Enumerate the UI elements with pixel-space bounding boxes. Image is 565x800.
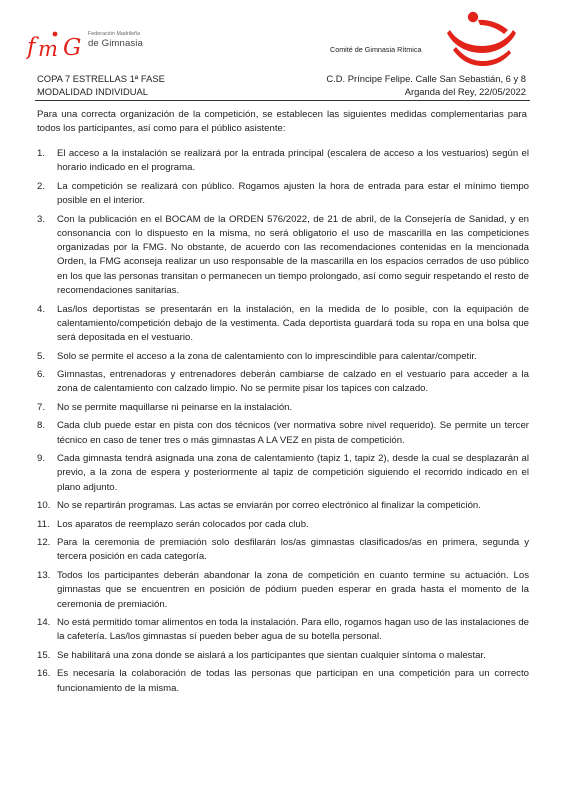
- item-number: 8.: [37, 420, 46, 432]
- list-item: [37, 350, 529, 364]
- committee-name: Comité de Gimnasia Rítmica: [330, 45, 422, 54]
- item-number: 6.: [37, 369, 46, 381]
- measures-list: [37, 147, 529, 700]
- item-text: Es necesaria la colaboración de todas las personas que participan en una competición para un correcto funcionamiento de la misma.: [57, 668, 529, 694]
- svg-text:f: f: [27, 34, 36, 60]
- item-text: Las/los deportistas se presentarán en la instalación, en la medida de lo posible, con la equipación de calentamiento/competición debajo de la vestimenta. Cada deportista guardará toda su ropa en una bolsa que será depositada en el vestuario.: [57, 303, 529, 344]
- item-number: 12.: [37, 537, 51, 549]
- item-text: Todos los participantes deberán abandonar la zona de competición en cuanto termine su actuación. Los gimnastas que se encuentren en posición de pódium pueden esperar en grada hasta el momento de la ceremonia de premiación.: [57, 569, 529, 610]
- item-number: 3.: [37, 213, 46, 225]
- list-item: [37, 536, 529, 565]
- item-text: No se repartirán programas. Las actas se enviarán por correo electrónico al finalizar la competición.: [57, 500, 481, 512]
- item-text: El acceso a la instalación se realizará por la entrada principal (escalera de acceso a los vestuarios) según el horario indicado en el programa.: [57, 148, 529, 174]
- list-item: [37, 569, 529, 612]
- item-text: La competición se realizará con público. Rogamos ajusten la hora de entrada para estar el mínimo tiempo posible en el interior.: [57, 180, 529, 207]
- item-number: 1.: [37, 148, 46, 159]
- list-item: [37, 667, 529, 696]
- item-text: Se habilitará una zona donde se aislará a los participantes que sientan cualquier síntoma o malestar.: [57, 649, 486, 661]
- event-modality: MODALIDAD INDIVIDUAL: [37, 86, 148, 97]
- svg-text:m: m: [38, 37, 58, 61]
- fmg-logo: [26, 28, 151, 64]
- item-number: 9.: [37, 453, 46, 465]
- event-info-right: [326, 72, 526, 98]
- list-item: [37, 401, 529, 415]
- list-item: [37, 213, 529, 299]
- item-text: Cada club puede estar en pista con dos técnicos (ver normativa sobre nivel requerido). Se permite un tercer técnico en caso de tener tres o más gimnastas A LA VEZ en pista de competición.: [57, 420, 529, 446]
- item-text: Los aparatos de reemplazo serán colocados por cada club.: [57, 518, 309, 530]
- item-text: Gimnastas, entrenadoras y entrenadores deberán cambiarse de calzado en el vestuario para acceder a la zona de calentamiento con calzado limpio. No se permite pisar los tapices con calzado.: [57, 369, 529, 395]
- list-item: [37, 368, 529, 397]
- list-item: [37, 180, 529, 209]
- list-item: [37, 303, 529, 346]
- event-place-date: Arganda del Rey, 22/05/2022: [404, 86, 526, 97]
- item-number: 11.: [37, 518, 50, 530]
- list-item: [37, 452, 529, 495]
- list-item: [37, 616, 529, 645]
- intro-paragraph: Para una correcta organización de la competición, se establecen las siguientes medidas complementarias para todos los participantes, así como para el público asistente:: [37, 109, 527, 135]
- rhythmic-gymnastics-logo: [440, 6, 522, 66]
- header-divider: [35, 100, 530, 101]
- item-number: 10.: [37, 500, 51, 512]
- item-number: 16.: [37, 668, 51, 680]
- event-title: COPA 7 ESTRELLAS 1ª FASE: [37, 73, 165, 84]
- list-item: [37, 147, 529, 176]
- item-number: 5.: [37, 350, 46, 362]
- item-number: 14.: [37, 617, 51, 629]
- item-number: 4.: [37, 303, 46, 315]
- federation-line: Federación Madrileña: [88, 31, 141, 37]
- event-venue: C.D. Príncipe Felipe. Calle San Sebastián, 6 y 8: [326, 73, 526, 84]
- item-text: No está permitido tomar alimentos en toda la instalación. Para ello, rogamos hagan uso de las instalaciones de la cafetería. Las/los gimnastas sí pueden beber agua de su botella personal.: [57, 617, 529, 643]
- event-info-left: [37, 72, 165, 98]
- item-text: Con la publicación en el BOCAM de la ORDEN 576/2022, de 21 de abril, de la Consejería de Sanidad, y en consonancia con lo dispuesto en la misma, no será obligatorio el uso de mascarilla en las competiciones organizadas por la FMG. No obstante, de acuerdo con las recomendaciones contenidas en la mencionada Orden, la FMG aconseja realizar un uso responsable de la mascarilla en los espacios cerrados de uso público en los que las personas transitan o permanecen un tiempo prolongado, así como seguir respetando el resto de recomendaciones sanitarias.: [57, 213, 529, 297]
- item-text: Solo se permite el acceso a la zona de calentamiento con lo imprescindible para calentar/competir.: [57, 350, 477, 362]
- list-item: [37, 649, 529, 663]
- item-number: 2.: [37, 180, 46, 192]
- item-text: Para la ceremonia de premiación solo desfilarán los/as gimnastas clasificados/as en primera, segunda y tercera posición en cada categoría.: [57, 537, 529, 563]
- list-item: [37, 419, 529, 448]
- list-item: [37, 518, 529, 532]
- item-text: Cada gimnasta tendrá asignada una zona de calentamiento (tapiz 1, tapiz 2), desde la cual se desplazarán al previo, a la zona de espera y posteriormente al tapiz de competición siguiendo el recorrido indicado en el plano adjunto.: [57, 453, 529, 493]
- item-number: 15.: [37, 649, 51, 661]
- federation-name: de Gimnasia: [88, 38, 143, 49]
- item-number: 13.: [37, 569, 51, 581]
- fmg-logo-mark: [26, 28, 88, 64]
- item-number: 7.: [37, 401, 46, 413]
- svg-text:G: G: [63, 35, 82, 61]
- item-text: No se permite maquillarse ni peinarse en la instalación.: [57, 401, 293, 413]
- list-item: [37, 499, 529, 513]
